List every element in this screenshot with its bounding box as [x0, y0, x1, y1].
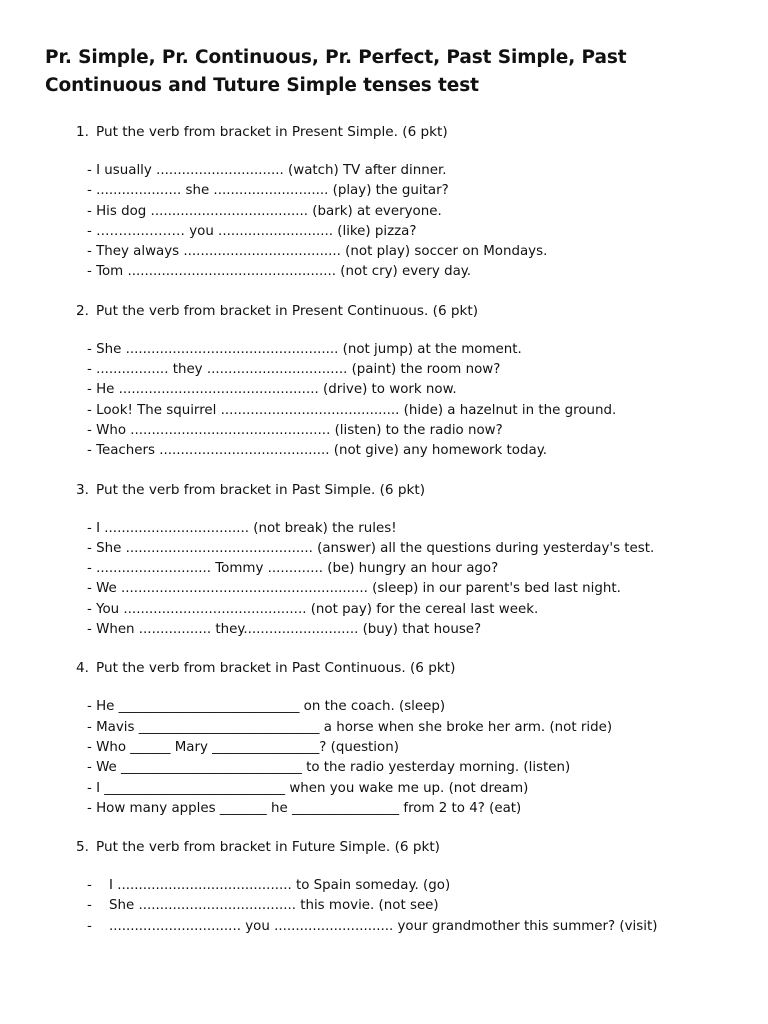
exercise-item: - You ........................................... (not pay) for the cereal last week.	[87, 601, 539, 617]
exercise-item: - Who ______ Mary ________________? (question)	[87, 739, 399, 755]
exercise-number: 5.	[76, 839, 89, 856]
exercise-heading	[45, 480, 728, 500]
exercise-item: - I ___________________________ when you wake me up. (not dream)	[87, 780, 529, 796]
exercise-instruction: Put the verb from bracket in Past Simple. (6 pkt)	[96, 481, 426, 498]
item-dash: -	[87, 918, 92, 934]
exercise-item: - I .................................. (not break) the rules!	[87, 520, 397, 536]
exercise-section-2	[45, 301, 728, 462]
exercise-number: 1.	[76, 124, 89, 140]
exercise-item: - His dog ..................................... (bark) at everyone.	[87, 203, 442, 219]
exercise-items	[45, 519, 728, 641]
exercise-instruction: Put the verb from bracket in Present Simple. (6 pkt)	[96, 124, 448, 140]
exercise-heading	[45, 122, 728, 142]
exercise-heading	[45, 658, 728, 678]
exercise-item: - ………..……… you ........................... (like) pizza?	[87, 223, 417, 239]
exercise-instruction: Put the verb from bracket in Past Continuous. (6 pkt)	[96, 660, 456, 677]
item-dash: -	[87, 878, 92, 894]
exercise-instruction: Put the verb from bracket in Present Continuous. (6 pkt)	[96, 302, 479, 319]
exercise-item: - When ................. they........................... (buy) that house?	[87, 622, 482, 638]
exercise-item: - Tom ................................................. (not cry) every day.	[87, 264, 472, 280]
exercise-item: - Mavis ___________________________ a horse when she broke her arm. (not ride)	[87, 719, 613, 735]
item-text: ............................... you ............................ your grandmother this summer? (visit)	[109, 918, 658, 934]
exercise-item: - .................... she ........................... (play) the guitar?	[87, 183, 449, 199]
item-text: I ......................................... to Spain someday. (go)	[109, 878, 451, 894]
exercise-item: - Who ............................................... (listen) to the radio now?	[87, 422, 503, 438]
exercise-item: - We .......................................................... (sleep) in our parent's bed last night.	[87, 581, 621, 597]
exercise-item: - She ............................................ (answer) all the questions during yesterday's test.	[87, 540, 655, 556]
exercise-section-1	[45, 122, 728, 283]
exercise-items	[45, 161, 728, 283]
exercise-item: - How many apples _______ he ________________ from 2 to 4? (eat)	[87, 800, 522, 816]
exercise-items	[45, 697, 728, 819]
exercise-section-3	[45, 480, 728, 641]
exercise-item: - Look! The squirrel .......................................... (hide) a hazelnut in the ground.	[87, 402, 617, 418]
exercise-number: 4.	[76, 660, 89, 677]
exercise-number: 2.	[76, 302, 89, 319]
exercise-item: - I usually .............................. (watch) TV after dinner.	[87, 163, 447, 178]
exercise-item: - Teachers ........................................ (not give) any homework today.	[87, 443, 547, 459]
exercise-items	[45, 876, 728, 937]
exercise-heading	[45, 301, 728, 321]
exercise-item	[87, 896, 728, 916]
exercise-item: - He ___________________________ on the coach. (sleep)	[87, 699, 446, 715]
item-dash: -	[87, 898, 92, 914]
exercise-item: - ........................... Tommy ............. (be) hungry an hour ago?	[87, 561, 499, 577]
page-title	[45, 44, 728, 100]
title-line-1: Pr. Simple, Pr. Continuous, Pr. Perfect, Past Simple, Past	[45, 47, 627, 68]
exercise-items	[45, 340, 728, 462]
exercise-item: - He ............................................... (drive) to work now.	[87, 382, 457, 398]
exercise-item: - They always ..................................... (not play) soccer on Mondays.	[87, 244, 548, 260]
exercise-item	[87, 917, 728, 937]
exercise-instruction: Put the verb from bracket in Future Simple. (6 pkt)	[96, 839, 440, 856]
exercise-section-5	[45, 837, 728, 937]
exercise-section-4	[45, 658, 728, 819]
exercise-item: - ................. they ................................. (paint) the room now?	[87, 362, 501, 378]
exercise-item: - She .................................................. (not jump) at the moment.	[87, 341, 522, 357]
exercise-item	[87, 876, 728, 896]
exercise-heading	[45, 837, 728, 857]
exercise-item: - We ___________________________ to the radio yesterday morning. (listen)	[87, 760, 571, 776]
exercise-number: 3.	[76, 481, 89, 498]
title-line-2: Continuous and Tuture Simple tenses test	[45, 75, 479, 96]
item-text: She ..................................... this movie. (not see)	[109, 898, 439, 914]
